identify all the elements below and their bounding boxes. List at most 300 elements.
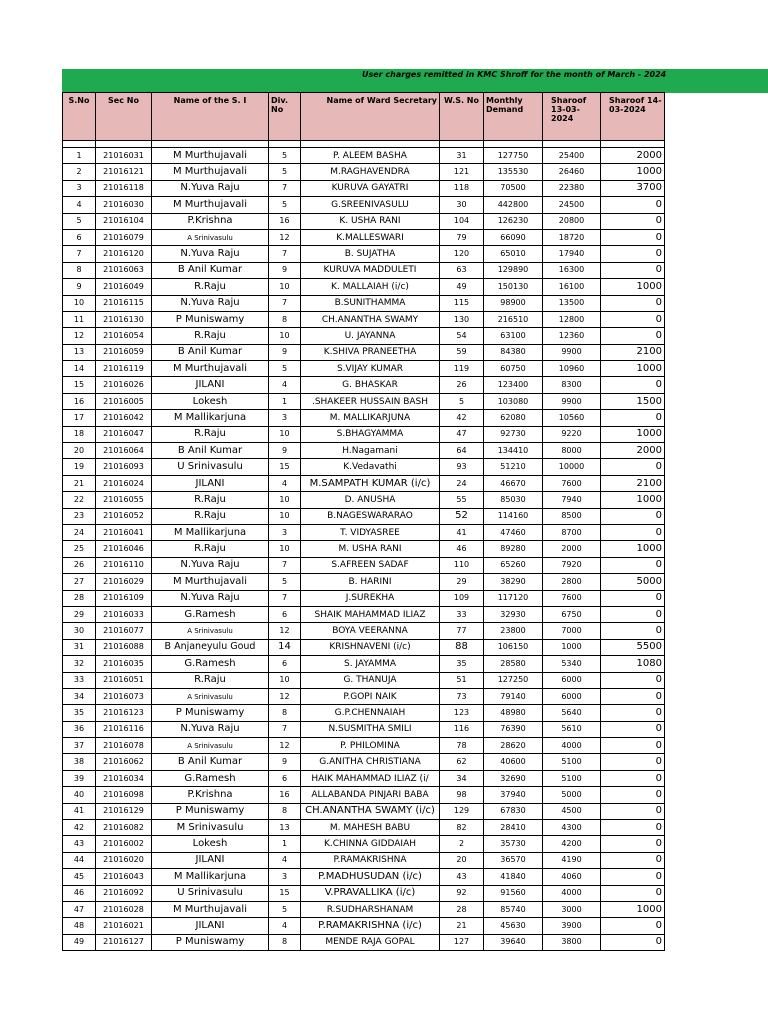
cell-sharoof-13: 20800 [543,213,601,229]
cell-ws-no: 82 [440,820,484,836]
cell-sharoof-14: 0 [601,688,665,704]
cell-sharoof-13: 17940 [543,246,601,262]
cell-div-no: 12 [269,738,301,754]
cell-ward-secretary: SHAIK MAHAMMAD ILIAZ [301,606,440,622]
cell-ward-secretary: S.AFREEN SADAF [301,557,440,573]
cell-sec-no: 21016043 [96,869,152,885]
cell-sharoof-13: 6000 [543,672,601,688]
table-row [63,410,665,426]
cell-sno: 8 [63,262,96,278]
cell-si-name: M Mallikarjuna [152,410,269,426]
cell-monthly-demand: 28580 [484,656,543,672]
cell-ward-secretary: K.Vedavathi [301,459,440,475]
cell-si-name: B Anil Kumar [152,443,269,459]
cell-ws-no: 119 [440,361,484,377]
cell-div-no: 4 [269,475,301,491]
cell-div-no: 5 [269,574,301,590]
cell-monthly-demand: 150130 [484,279,543,295]
cell-ward-secretary: G.P.CHENNAIAH [301,705,440,721]
cell-si-name: R.Raju [152,672,269,688]
cell-ws-no: 55 [440,492,484,508]
cell-div-no: 5 [269,901,301,917]
cell-sharoof-13: 4200 [543,836,601,852]
table-row [63,623,665,639]
cell-sharoof-13: 13500 [543,295,601,311]
header-sno: S.No [63,93,96,141]
cell-sno: 4 [63,197,96,213]
cell-ward-secretary: MENDE RAJA GOPAL [301,934,440,950]
cell-sharoof-13: 2000 [543,541,601,557]
cell-si-name: U Srinivasulu [152,885,269,901]
table-row [63,606,665,622]
cell-si-name: R.Raju [152,279,269,295]
cell-sec-no: 21016047 [96,426,152,442]
cell-monthly-demand: 127250 [484,672,543,688]
cell-monthly-demand: 62080 [484,410,543,426]
cell-sharoof-14: 0 [601,885,665,901]
cell-ws-no: 73 [440,688,484,704]
cell-div-no: 1 [269,836,301,852]
table-row [63,311,665,327]
cell-monthly-demand: 37940 [484,787,543,803]
cell-monthly-demand: 123400 [484,377,543,393]
cell-sharoof-13: 5100 [543,754,601,770]
cell-si-name: N.Yuva Raju [152,721,269,737]
cell-si-name: JILANI [152,377,269,393]
cell-sec-no: 21016026 [96,377,152,393]
table-row [63,459,665,475]
header-sharoof-13: Sharoof 13-03-2024 [543,93,601,141]
cell-si-name: A Srinivasulu [152,623,269,639]
cell-sharoof-13: 6750 [543,606,601,622]
cell-ward-secretary: ALLABANDA PINJARI BABA [301,787,440,803]
cell-ws-no: 93 [440,459,484,475]
table-row [63,246,665,262]
cell-sharoof-14: 1000 [601,164,665,180]
cell-si-name: B Anil Kumar [152,344,269,360]
cell-sno: 6 [63,229,96,245]
cell-monthly-demand: 84380 [484,344,543,360]
cell-ws-no: 30 [440,197,484,213]
table-row [63,721,665,737]
cell-ward-secretary: V.PRAVALLIKA (i/c) [301,885,440,901]
cell-sharoof-13: 24500 [543,197,601,213]
table-row [63,918,665,934]
cell-sno: 20 [63,443,96,459]
cell-ws-no: 109 [440,590,484,606]
table-row [63,426,665,442]
cell-sno: 38 [63,754,96,770]
cell-sec-no: 21016092 [96,885,152,901]
cell-ward-secretary: KURUVA MADDULETI [301,262,440,278]
table-row [63,738,665,754]
table-row [63,934,665,950]
table-row [63,590,665,606]
cell-ward-secretary: P.RAMAKRISHNA (i/c) [301,918,440,934]
cell-sno: 1 [63,148,96,164]
cell-sharoof-13: 9900 [543,344,601,360]
cell-div-no: 9 [269,262,301,278]
cell-ward-secretary: G. THANUJA [301,672,440,688]
cell-si-name: R.Raju [152,492,269,508]
cell-sharoof-13: 7000 [543,623,601,639]
cell-sno: 18 [63,426,96,442]
cell-si-name: R.Raju [152,328,269,344]
cell-sno: 7 [63,246,96,262]
cell-si-name: M Mallikarjuna [152,869,269,885]
cell-sno: 25 [63,541,96,557]
cell-monthly-demand: 126230 [484,213,543,229]
cell-ward-secretary: K.SHIVA PRANEETHA [301,344,440,360]
cell-div-no: 6 [269,770,301,786]
cell-sharoof-14: 1000 [601,361,665,377]
cell-ws-no: 51 [440,672,484,688]
cell-ws-no: 64 [440,443,484,459]
cell-si-name: B Anil Kumar [152,754,269,770]
cell-ws-no: 52 [440,508,484,524]
cell-div-no: 8 [269,311,301,327]
table-row [63,705,665,721]
cell-sharoof-14: 0 [601,918,665,934]
cell-monthly-demand: 67830 [484,803,543,819]
cell-sec-no: 21016118 [96,180,152,196]
cell-monthly-demand: 216510 [484,311,543,327]
cell-sharoof-13: 7600 [543,475,601,491]
cell-si-name: M Murthujavali [152,361,269,377]
cell-si-name: A Srinivasulu [152,738,269,754]
cell-sharoof-14: 2000 [601,443,665,459]
cell-div-no: 7 [269,180,301,196]
cell-si-name: M Murthujavali [152,164,269,180]
cell-sec-no: 21016020 [96,852,152,868]
cell-ward-secretary: M. USHA RANI [301,541,440,557]
cell-div-no: 5 [269,361,301,377]
cell-sharoof-13: 26460 [543,164,601,180]
cell-ws-no: 26 [440,377,484,393]
cell-div-no: 12 [269,623,301,639]
cell-sno: 32 [63,656,96,672]
cell-monthly-demand: 32930 [484,606,543,622]
cell-sno: 28 [63,590,96,606]
cell-si-name: P Muniswamy [152,705,269,721]
cell-sharoof-14: 1080 [601,656,665,672]
cell-si-name: JILANI [152,918,269,934]
cell-si-name: A Srinivasulu [152,688,269,704]
header-row [63,93,665,141]
cell-div-no: 9 [269,754,301,770]
table-row [63,180,665,196]
cell-sec-no: 21016077 [96,623,152,639]
cell-si-name: Lokesh [152,836,269,852]
cell-ws-no: 62 [440,754,484,770]
cell-sec-no: 21016059 [96,344,152,360]
cell-div-no: 16 [269,213,301,229]
cell-sno: 21 [63,475,96,491]
table-row [63,672,665,688]
cell-monthly-demand: 28410 [484,820,543,836]
cell-sno: 9 [63,279,96,295]
cell-ward-secretary: U. JAYANNA [301,328,440,344]
cell-div-no: 3 [269,524,301,540]
cell-monthly-demand: 40600 [484,754,543,770]
cell-div-no: 3 [269,410,301,426]
cell-div-no: 10 [269,279,301,295]
cell-ws-no: 130 [440,311,484,327]
cell-monthly-demand: 89280 [484,541,543,557]
cell-sharoof-14: 0 [601,803,665,819]
cell-sec-no: 21016104 [96,213,152,229]
cell-sec-no: 21016109 [96,590,152,606]
cell-sno: 27 [63,574,96,590]
cell-si-name: JILANI [152,852,269,868]
cell-sharoof-14: 0 [601,606,665,622]
cell-div-no: 13 [269,820,301,836]
cell-sno: 43 [63,836,96,852]
cell-monthly-demand: 60750 [484,361,543,377]
table-row [63,787,665,803]
cell-sharoof-13: 7940 [543,492,601,508]
cell-sec-no: 21016028 [96,901,152,917]
cell-div-no: 8 [269,705,301,721]
cell-ws-no: 92 [440,885,484,901]
cell-monthly-demand: 65260 [484,557,543,573]
cell-monthly-demand: 79140 [484,688,543,704]
cell-si-name: N.Yuva Raju [152,590,269,606]
cell-sharoof-13: 10560 [543,410,601,426]
cell-sno: 42 [63,820,96,836]
table-row [63,492,665,508]
cell-div-no: 8 [269,934,301,950]
table-row [63,229,665,245]
header-div-no: Div. No [269,93,301,141]
table-row [63,475,665,491]
cell-ward-secretary: BOYA VEERANNA [301,623,440,639]
cell-ward-secretary: D. ANUSHA [301,492,440,508]
cell-ward-secretary: M. MALLIKARJUNA [301,410,440,426]
cell-si-name: M Srinivasulu [152,820,269,836]
cell-div-no: 9 [269,443,301,459]
cell-monthly-demand: 442800 [484,197,543,213]
cell-sec-no: 21016029 [96,574,152,590]
cell-sharoof-13: 4500 [543,803,601,819]
cell-sharoof-14: 0 [601,590,665,606]
cell-sharoof-13: 4000 [543,885,601,901]
cell-sharoof-14: 0 [601,246,665,262]
cell-ward-secretary: B. HARINI [301,574,440,590]
cell-ward-secretary: G.ANITHA CHRISTIANA [301,754,440,770]
cell-sharoof-14: 0 [601,229,665,245]
cell-sec-no: 21016115 [96,295,152,311]
cell-ws-no: 35 [440,656,484,672]
cell-ward-secretary: G. BHASKAR [301,377,440,393]
cell-div-no: 9 [269,344,301,360]
cell-ward-secretary: K.CHINNA GIDDAIAH [301,836,440,852]
cell-div-no: 10 [269,508,301,524]
cell-sharoof-14: 0 [601,869,665,885]
cell-sharoof-14: 0 [601,295,665,311]
cell-sec-no: 21016078 [96,738,152,754]
cell-div-no: 16 [269,787,301,803]
cell-sharoof-14: 0 [601,459,665,475]
sheet-title: User charges remitted in KMC Shroff for the month of March - 2024 [362,70,667,79]
cell-sharoof-14: 0 [601,557,665,573]
cell-sharoof-13: 5640 [543,705,601,721]
cell-sno: 34 [63,688,96,704]
cell-sno: 44 [63,852,96,868]
table-row [63,377,665,393]
cell-ws-no: 78 [440,738,484,754]
cell-ward-secretary: S.BHAGYAMMA [301,426,440,442]
header-sharoof-14: Sharoof 14-03-2024 [601,93,665,141]
table-row [63,443,665,459]
cell-sharoof-14: 1000 [601,492,665,508]
table-row [63,574,665,590]
cell-div-no: 6 [269,656,301,672]
cell-sec-no: 21016024 [96,475,152,491]
cell-ws-no: 21 [440,918,484,934]
cell-si-name: N.Yuva Raju [152,246,269,262]
cell-sharoof-13: 22380 [543,180,601,196]
cell-sharoof-13: 8700 [543,524,601,540]
cell-div-no: 4 [269,852,301,868]
cell-sharoof-13: 6000 [543,688,601,704]
cell-si-name: M Murthujavali [152,197,269,213]
cell-si-name: A Srinivasulu [152,229,269,245]
cell-monthly-demand: 103080 [484,393,543,409]
cell-ws-no: 5 [440,393,484,409]
table-row [63,820,665,836]
cell-sno: 26 [63,557,96,573]
cell-si-name: M Murthujavali [152,574,269,590]
cell-div-no: 4 [269,377,301,393]
cell-monthly-demand: 98900 [484,295,543,311]
cell-ws-no: 43 [440,869,484,885]
cell-ward-secretary: S. JAYAMMA [301,656,440,672]
cell-ws-no: 88 [440,639,484,655]
remittance-table [62,92,665,951]
cell-ws-no: 116 [440,721,484,737]
cell-sharoof-13: 1000 [543,639,601,655]
cell-ward-secretary: HAIK MAHAMMAD ILIAZ (i/ [301,770,440,786]
cell-sharoof-13: 4060 [543,869,601,885]
cell-ward-secretary: KRISHNAVENI (i/c) [301,639,440,655]
cell-div-no: 15 [269,459,301,475]
table-row [63,262,665,278]
cell-div-no: 10 [269,541,301,557]
cell-si-name: B Anjaneyulu Goud [152,639,269,655]
cell-monthly-demand: 129890 [484,262,543,278]
cell-div-no: 15 [269,885,301,901]
cell-sharoof-13: 5340 [543,656,601,672]
cell-sharoof-14: 0 [601,262,665,278]
cell-monthly-demand: 135530 [484,164,543,180]
cell-sno: 16 [63,393,96,409]
cell-sharoof-13: 12800 [543,311,601,327]
cell-ward-secretary: CH.ANANTHA SWAMY [301,311,440,327]
cell-sharoof-14: 1000 [601,279,665,295]
cell-monthly-demand: 134410 [484,443,543,459]
table-row [63,393,665,409]
table-row [63,852,665,868]
cell-si-name: P Muniswamy [152,934,269,950]
cell-sno: 46 [63,885,96,901]
cell-monthly-demand: 106150 [484,639,543,655]
cell-monthly-demand: 23800 [484,623,543,639]
cell-sno: 45 [63,869,96,885]
table-row [63,344,665,360]
table-row [63,524,665,540]
table-row [63,295,665,311]
cell-sharoof-13: 12360 [543,328,601,344]
cell-sharoof-13: 5610 [543,721,601,737]
cell-sec-no: 21016063 [96,262,152,278]
cell-si-name: M Murthujavali [152,148,269,164]
cell-si-name: B Anil Kumar [152,262,269,278]
cell-monthly-demand: 46670 [484,475,543,491]
cell-sharoof-13: 2800 [543,574,601,590]
cell-sec-no: 21016062 [96,754,152,770]
table-row [63,803,665,819]
cell-sec-no: 21016119 [96,361,152,377]
cell-sharoof-14: 0 [601,770,665,786]
cell-div-no: 8 [269,803,301,819]
cell-sec-no: 21016052 [96,508,152,524]
cell-ward-secretary: P.MADHUSUDAN (i/c) [301,869,440,885]
cell-si-name: U Srinivasulu [152,459,269,475]
cell-ws-no: 49 [440,279,484,295]
cell-ward-secretary: J.SUREKHA [301,590,440,606]
cell-si-name: M Mallikarjuna [152,524,269,540]
cell-sec-no: 21016110 [96,557,152,573]
cell-sno: 37 [63,738,96,754]
cell-si-name: P Muniswamy [152,803,269,819]
table-row [63,148,665,164]
cell-sharoof-13: 9900 [543,393,601,409]
cell-sharoof-13: 3000 [543,901,601,917]
cell-monthly-demand: 45630 [484,918,543,934]
cell-ward-secretary: B. SUJATHA [301,246,440,262]
cell-sec-no: 21016046 [96,541,152,557]
cell-si-name: P Muniswamy [152,311,269,327]
cell-sharoof-13: 8500 [543,508,601,524]
cell-ward-secretary: P.RAMAKRISHNA [301,852,440,868]
cell-monthly-demand: 65010 [484,246,543,262]
cell-sharoof-14: 2100 [601,475,665,491]
cell-monthly-demand: 32690 [484,770,543,786]
table-row [63,770,665,786]
cell-ws-no: 63 [440,262,484,278]
cell-si-name: G.Ramesh [152,656,269,672]
cell-sec-no: 21016030 [96,197,152,213]
cell-monthly-demand: 127750 [484,148,543,164]
cell-sno: 40 [63,787,96,803]
cell-ward-secretary: M. MAHESH BABU [301,820,440,836]
cell-sno: 10 [63,295,96,311]
cell-sec-no: 21016079 [96,229,152,245]
cell-sharoof-13: 4000 [543,738,601,754]
cell-sec-no: 21016041 [96,524,152,540]
table-row [63,656,665,672]
cell-sharoof-14: 3700 [601,180,665,196]
table-row [63,279,665,295]
cell-ws-no: 46 [440,541,484,557]
cell-sno: 11 [63,311,96,327]
cell-sno: 31 [63,639,96,655]
cell-ward-secretary: P. ALEEM BASHA [301,148,440,164]
cell-sharoof-13: 25400 [543,148,601,164]
cell-monthly-demand: 48980 [484,705,543,721]
cell-monthly-demand: 85740 [484,901,543,917]
